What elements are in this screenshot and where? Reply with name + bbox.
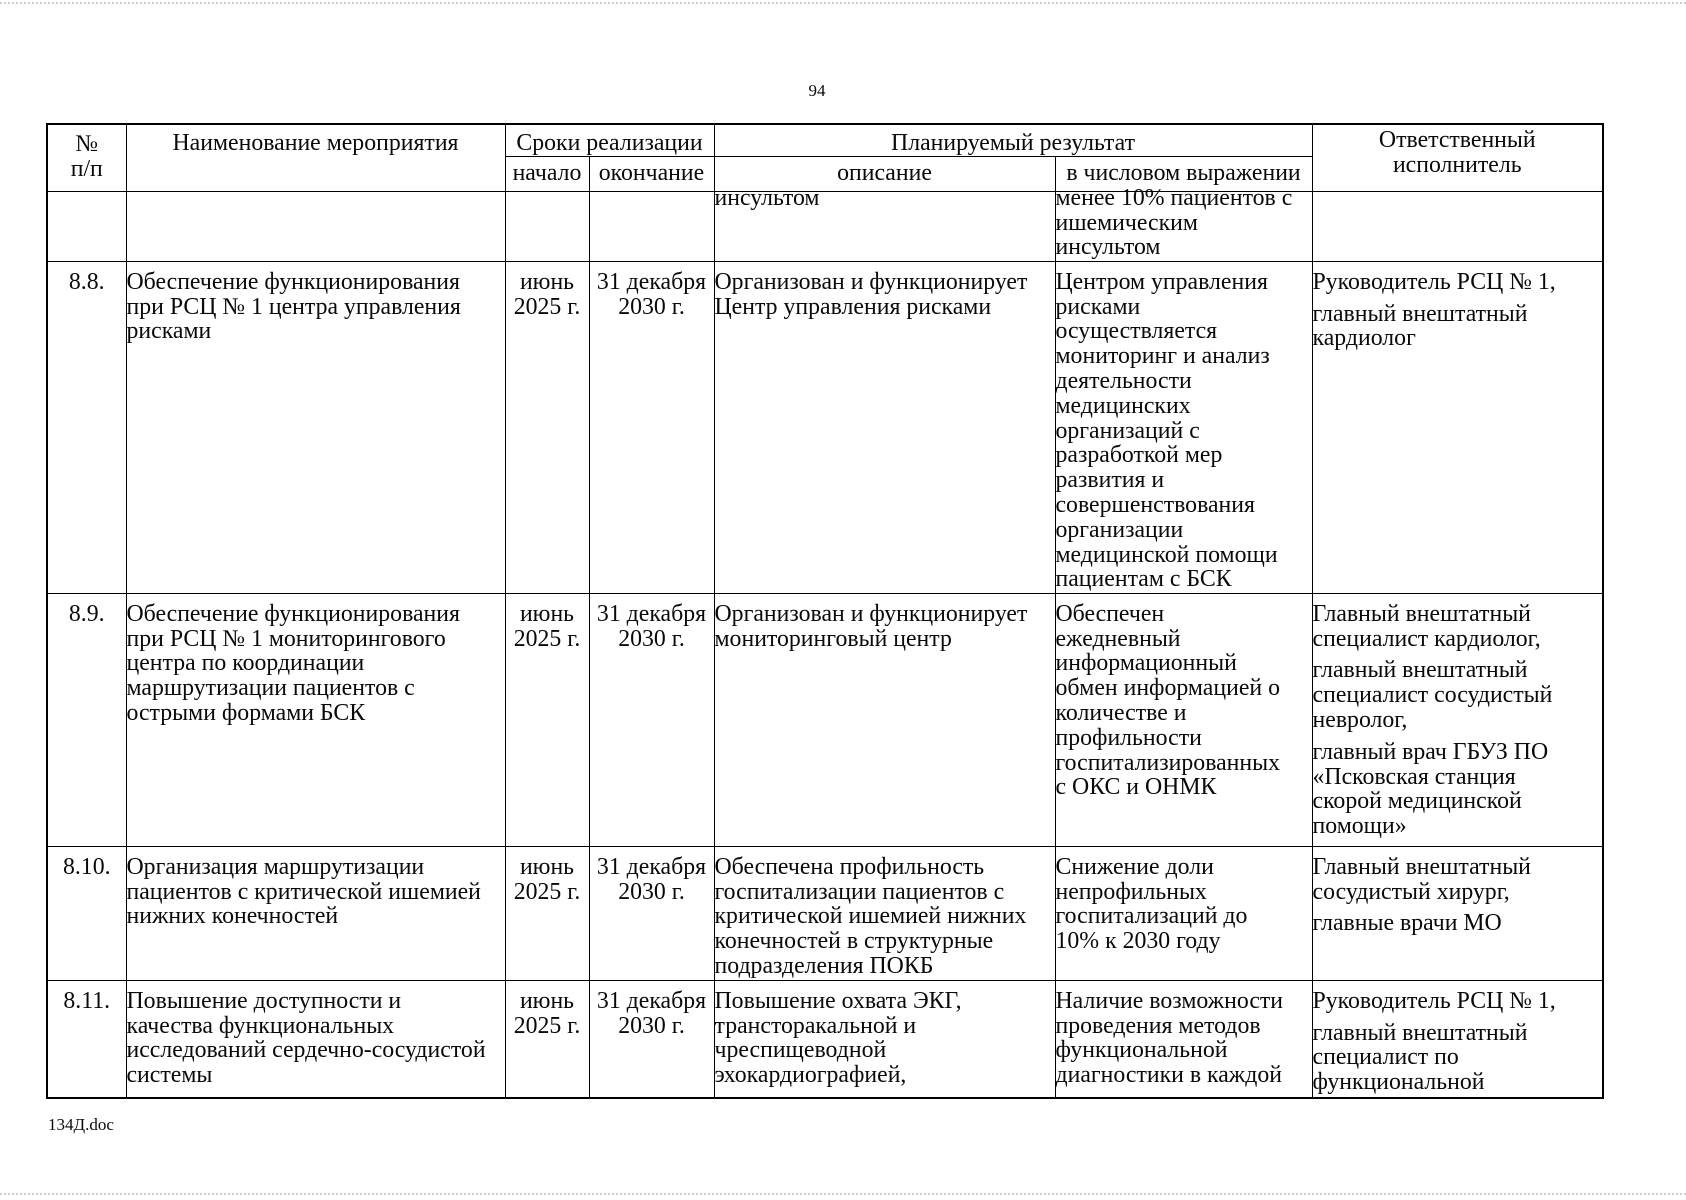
- cell-line: конечностей в структурные: [714, 928, 994, 955]
- cell-line: 31 декабря: [596, 987, 707, 1014]
- cell-line: при РСЦ № 1 мониторингового: [126, 625, 446, 652]
- cell-line: 2030 г.: [618, 878, 685, 905]
- cell-line: мониторинговый центр: [714, 625, 952, 652]
- cell-number: [47, 980, 126, 1098]
- cell-responsible: [1312, 980, 1603, 1098]
- cell-responsible-content: [1313, 270, 1603, 351]
- cell-activity-name: [126, 846, 505, 980]
- responsible-paragraph: [1313, 658, 1603, 732]
- cell-line: ишемическим: [1055, 209, 1198, 236]
- cell-line: системы: [126, 1062, 213, 1089]
- cell-line: главный внештатный: [1312, 1019, 1528, 1046]
- cell-line: функциональной: [1055, 1037, 1228, 1064]
- cell-line: разработкой мер: [1055, 442, 1223, 469]
- cell-end-content: [590, 989, 714, 1039]
- cell-line: с ОКС и ОНМК: [1055, 774, 1217, 801]
- cell-line: главные врачи МО: [1312, 910, 1502, 937]
- cell-responsible: [1312, 261, 1603, 593]
- cell-line: июнь: [519, 600, 575, 627]
- cell-start: [505, 191, 589, 261]
- cell-end: [589, 191, 714, 261]
- cell-line: «Псковская станция: [1312, 763, 1516, 790]
- cell-line: информационный: [1055, 650, 1237, 677]
- cell-line: Повышение охвата ЭКГ,: [714, 987, 962, 1014]
- cell-line: 2030 г.: [618, 1012, 685, 1039]
- header-activity-name: Наименование мероприятия: [126, 124, 505, 191]
- responsible-paragraph: [1313, 302, 1603, 352]
- cell-number: [47, 846, 126, 980]
- cell-line: организации: [1055, 516, 1184, 543]
- cell-line: Обеспечена профильность: [714, 853, 985, 880]
- header-result-numeric: в числовом выражении: [1055, 156, 1312, 191]
- cell-line: ежедневный: [1055, 625, 1181, 652]
- cell-end: [589, 261, 714, 593]
- cell-line: главный внештатный: [1312, 657, 1528, 684]
- cell-line: при РСЦ № 1 центра управления: [126, 293, 461, 320]
- cell-line: непрофильных: [1055, 878, 1207, 905]
- cell-result-numeric: [1055, 261, 1312, 593]
- cell-responsible: [1312, 593, 1603, 846]
- cell-result-description-content: [715, 989, 1055, 1088]
- cell-line: медицинской помощи: [1055, 541, 1278, 568]
- cell-line: 31 декабря: [596, 600, 707, 627]
- cell-result-numeric-content: [1056, 989, 1312, 1088]
- cell-line: Организован и функционирует: [714, 600, 1028, 627]
- cell-result-description: [714, 261, 1055, 593]
- cell-line: невролог,: [1312, 706, 1408, 733]
- cell-responsible-content: [1313, 989, 1603, 1095]
- cell-end: [589, 593, 714, 846]
- cell-line: осуществляется: [1055, 318, 1218, 345]
- cell-responsible: [1312, 191, 1603, 261]
- cell-line: организаций с: [1055, 417, 1200, 444]
- cell-line: Руководитель РСЦ № 1,: [1312, 987, 1556, 1014]
- cell-end: [589, 846, 714, 980]
- cell-start-content: [506, 989, 589, 1039]
- cell-line: госпитализации пациентов с: [714, 878, 1005, 905]
- header-number-abbr: п/п: [70, 155, 103, 182]
- cell-line: Организован и функционирует: [714, 268, 1028, 295]
- cell-line: специалист по: [1312, 1044, 1459, 1071]
- cell-start-content: [506, 270, 589, 320]
- cell-number-content: [48, 602, 126, 627]
- table-row: [47, 261, 1603, 593]
- cell-activity-name-content: [127, 855, 505, 929]
- cell-line: Обеспечен: [1055, 600, 1165, 627]
- header-planned-result: Планируемый результат: [714, 124, 1312, 156]
- cell-line: обмен информацией о: [1055, 675, 1280, 702]
- cell-line: 2025 г.: [513, 293, 581, 320]
- cell-line: профильности: [1055, 724, 1202, 751]
- cell-line: 10% к 2030 году: [1055, 928, 1221, 955]
- cell-line: помощи»: [1312, 813, 1407, 840]
- cell-result-numeric-content: [1056, 855, 1312, 954]
- cell-line: Наличие возможности: [1055, 987, 1284, 1014]
- cell-line: критической ишемией нижних: [714, 903, 1027, 930]
- cell-line: Руководитель РСЦ № 1,: [1312, 268, 1556, 295]
- header-responsible: [1312, 124, 1603, 191]
- cell-line: июнь: [519, 853, 575, 880]
- cell-line: эхокардиографией,: [714, 1062, 907, 1089]
- cell-line: функциональной: [1312, 1069, 1485, 1096]
- cell-end-content: [590, 602, 714, 652]
- cell-activity-name-content: [127, 989, 505, 1088]
- table-row: [47, 191, 1603, 261]
- cell-number: [47, 593, 126, 846]
- cell-line: пациентов с критической ишемией: [126, 878, 481, 905]
- cell-line: главный внештатный: [1312, 300, 1528, 327]
- cell-end-content: [590, 855, 714, 905]
- table-row: [47, 980, 1603, 1098]
- cell-number: [47, 261, 126, 593]
- cell-line: Центром управления: [1055, 268, 1268, 295]
- cell-end-content: [590, 270, 714, 320]
- cell-line: специалист сосудистый: [1312, 682, 1553, 709]
- cell-number-content: [48, 989, 126, 1014]
- cell-line: 8.10.: [62, 853, 111, 880]
- cell-start-content: [506, 602, 589, 652]
- responsible-paragraph: [1313, 911, 1603, 936]
- cell-line: госпитализированных: [1055, 749, 1281, 776]
- cell-line: пациентам с БСК: [1055, 566, 1232, 593]
- cell-line: 2025 г.: [513, 625, 581, 652]
- cell-result-numeric-content: [1056, 270, 1312, 592]
- header-row-top: [47, 124, 1603, 156]
- responsible-paragraph: [1313, 989, 1603, 1014]
- cell-start-content: [506, 855, 589, 905]
- cell-activity-name: [126, 980, 505, 1098]
- cell-line: Обеспечение функционирования: [126, 600, 460, 627]
- cell-line: 2025 г.: [513, 878, 581, 905]
- data-table: [46, 123, 1604, 1099]
- cell-activity-name: [126, 261, 505, 593]
- cell-result-description-content: [715, 270, 1055, 320]
- cell-result-numeric-content: [1056, 186, 1312, 260]
- cell-number: [47, 191, 126, 261]
- cell-line: 8.11.: [63, 987, 111, 1014]
- cell-line: 31 декабря: [596, 853, 707, 880]
- table-row: [47, 593, 1603, 846]
- cell-responsible-content: [1313, 855, 1603, 936]
- cell-result-description: [714, 184, 1055, 261]
- cell-line: сосудистый хирург,: [1312, 878, 1510, 905]
- cell-line: 31 декабря: [596, 268, 707, 295]
- cell-result-description: [714, 593, 1055, 846]
- cell-result-description-content: [715, 186, 1055, 211]
- cell-responsible: [1312, 846, 1603, 980]
- cell-line: главный врач ГБУЗ ПО: [1312, 738, 1549, 765]
- cell-start: [505, 593, 589, 846]
- cell-line: Снижение доли: [1055, 853, 1214, 880]
- cell-result-description: [714, 980, 1055, 1098]
- responsible-paragraph: [1313, 1021, 1603, 1095]
- cell-line: 8.8.: [68, 268, 105, 295]
- footer-filename: 134Д.doc: [48, 1115, 114, 1134]
- cell-activity-name: [126, 191, 505, 261]
- cell-start: [505, 846, 589, 980]
- cell-result-numeric-content: [1056, 602, 1312, 800]
- cell-line: 2030 г.: [618, 293, 685, 320]
- cell-line: Главный внештатный: [1312, 853, 1531, 880]
- cell-line: 2030 г.: [618, 625, 685, 652]
- cell-end: [589, 980, 714, 1098]
- header-deadlines: Сроки реализации: [505, 124, 714, 156]
- cell-line: медицинских: [1055, 392, 1191, 419]
- cell-activity-name-content: [127, 270, 505, 344]
- cell-result-description-content: [715, 602, 1055, 652]
- cell-result-description: [714, 846, 1055, 980]
- cell-line: трансторакальной и: [714, 1012, 917, 1039]
- cell-line: Главный внештатный: [1312, 600, 1531, 627]
- cell-line: инсультом: [714, 184, 820, 211]
- responsible-paragraph: [1313, 740, 1603, 839]
- cell-line: кардиолог: [1312, 325, 1416, 352]
- cell-line: совершенствования: [1055, 491, 1255, 518]
- cell-line: исследований сердечно-сосудистой: [126, 1037, 486, 1064]
- cell-result-numeric: [1055, 846, 1312, 980]
- header-responsible-line: исполнитель: [1392, 151, 1522, 178]
- cell-line: специалист кардиолог,: [1312, 625, 1541, 652]
- cell-activity-name-content: [127, 602, 505, 726]
- cell-line: менее 10% пациентов с: [1055, 184, 1293, 211]
- cell-activity-name: [126, 593, 505, 846]
- responsible-paragraph: [1313, 602, 1603, 652]
- cell-line: скорой медицинской: [1312, 788, 1522, 815]
- responsible-paragraph: [1313, 855, 1603, 905]
- cell-line: Организация маршрутизации: [126, 853, 425, 880]
- table-body: [47, 184, 1603, 1098]
- cell-result-numeric: [1055, 980, 1312, 1098]
- cell-line: июнь: [519, 987, 575, 1014]
- table-row: [47, 846, 1603, 980]
- cell-line: мониторинг и анализ: [1055, 343, 1270, 370]
- cell-line: проведения методов: [1055, 1012, 1261, 1039]
- cell-line: рисками: [126, 318, 212, 345]
- cell-line: Обеспечение функционирования: [126, 268, 460, 295]
- cell-line: инсультом: [1055, 234, 1161, 261]
- cell-line: подразделения ПОКБ: [714, 952, 934, 979]
- scan-edge-bottom: [0, 1193, 1686, 1195]
- header-responsible-line: Ответственный: [1378, 127, 1536, 153]
- cell-start: [505, 261, 589, 593]
- cell-result-numeric: [1055, 593, 1312, 846]
- header-number: [47, 124, 126, 191]
- cell-line: чреспищеводной: [714, 1037, 887, 1064]
- responsible-paragraph: [1313, 270, 1603, 295]
- cell-number-content: [48, 855, 126, 880]
- cell-line: 2025 г.: [513, 1012, 581, 1039]
- cell-line: июнь: [519, 268, 575, 295]
- cell-line: Повышение доступности и: [126, 987, 402, 1014]
- cell-line: развития и: [1055, 467, 1165, 494]
- cell-responsible-content: [1313, 602, 1603, 839]
- cell-line: 8.9.: [68, 600, 105, 627]
- cell-result-numeric: [1055, 184, 1312, 261]
- cell-number-content: [48, 270, 126, 295]
- cell-line: госпитализаций до: [1055, 903, 1248, 930]
- header-start: начало: [505, 156, 589, 191]
- cell-line: качества функциональных: [126, 1012, 395, 1039]
- page-number: 94: [808, 81, 826, 100]
- table-header: [47, 124, 1603, 191]
- cell-line: Центр управления рисками: [714, 293, 992, 320]
- scan-edge-top: [0, 2, 1686, 4]
- header-result-description: описание: [714, 156, 1055, 191]
- cell-line: центра по координации: [126, 650, 365, 677]
- cell-line: диагностики в каждой: [1055, 1062, 1282, 1089]
- cell-line: маршрутизации пациентов с: [126, 675, 415, 702]
- cell-line: деятельности: [1055, 367, 1192, 394]
- cell-line: нижних конечностей: [126, 903, 339, 930]
- cell-result-description-content: [715, 855, 1055, 979]
- cell-start: [505, 980, 589, 1098]
- cell-line: количестве и: [1055, 699, 1187, 726]
- cell-line: острыми формами БСК: [126, 699, 366, 726]
- header-end: окончание: [589, 156, 714, 191]
- header-number-sign: №: [75, 131, 99, 157]
- cell-line: рисками: [1055, 293, 1141, 320]
